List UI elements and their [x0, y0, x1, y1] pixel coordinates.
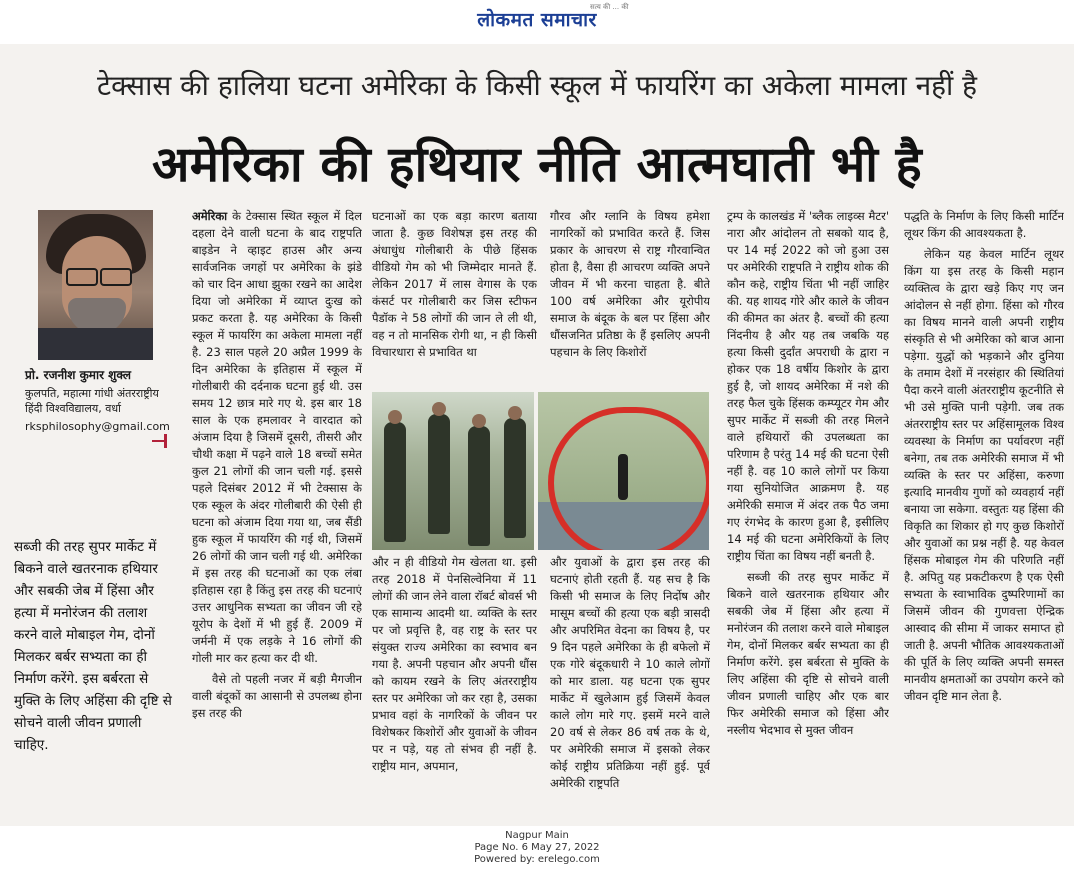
news-photo: [372, 392, 709, 550]
cctv-still-photo: [538, 392, 709, 550]
page-footer: [0, 830, 1074, 866]
column-5-paragraph-2: लेकिन यह केवल मार्टिन लूथर किंग या इस तरह के किसी महान व्यक्तित्व के द्वारा खड़े किए गए जन आंदोलन से नहीं होगा. हिंसा को गौरव का विषय मानने वाली अपनी राष्ट्रीय संस्कृति से भी अमेरिका को बाज आना पड़ेगा. युद्धों को भड़काने और दुनिया के तमाम देशों में नरसंहार की स्थितियां पैदा करने वाली अंतरराष्ट्रीय कूटनीति से भी उसे मुक्ति पानी पड़ेगी. जब तक अंतरराष्ट्रीय स्तर पर अहिंसामूलक विश्व व्यवस्था के निर्माण का पर्यावरण नहीं बनेगा, तब तक अमेरिकी समाज में भी व्यक्ति के स्तर पर अहिंसा, करुणा इत्यादि मानवीय गुणों को व्यवहार्य नहीं बनाया जा सकेगा. वस्तुतः यह हिंसा की विकृति का शिकार हो गए कुछ किशोरों और युवाओं का प्रश्न नहीं है. यह केवल हिंसक मोबाइल गेम की परिणति नहीं है. अपितु यह प्रकटीकरण है एक ऐसी सभ्यता के स्वाभाविक दुष्परिणामों का जिसमें जीवन की गुणवत्ता ऐन्द्रिक आस्वाद की सीमा में जाकर समाप्त हो जाती है. अपनी भौतिक आवश्यकताओं की पूर्ति के लिए व्यक्ति अपनी समस्त मानवीय क्षमताओं का उपयोग करने को जीवन दृष्टि मान लेता है.: [904, 247, 1064, 703]
newspaper-logo: लोकमत समाचार: [477, 9, 597, 31]
author-name: प्रो. रजनीश कुमार शुक्ल: [25, 368, 132, 382]
author-photo: [38, 210, 153, 360]
column-4-paragraph-2: सब्जी की तरह सुपर मार्केट में बिकने वाले खतरनाक हथियार और सबकी जेब में हिंसा और हत्या में मनोरंजन की तलाश करने वाले मोबाइल गेम, दोनों मिलकर बर्बर सभ्यता का ही निर्माण करेंगे. इस बर्बरता से मुक्ति के लिए अहिंसा की दृष्टि से सोचने वाली जीवन प्रणाली चाहिए और एक बार फिर अमेरिकी समाज को हिंसा और नस्लीय भेदभाव से मुक्त जीवन: [727, 570, 889, 737]
article-column-1: [192, 208, 362, 828]
author-email[interactable]: rksphilosophy@gmail.com: [25, 420, 170, 433]
article-column-3-bottom: और युवाओं के द्वारा इस तरह की घटनाएं होती रहती हैं. यह सच है कि किसी भी समाज के लिए निर्दोष और मासूम बच्चों की हत्या एक बड़ी त्रासदी और अपरिमित वेदना का विषय है, पर 9 दिन पहले अमेरिका के ही बफेलो में एक गोरे बंदूकधारी ने 10 काले लोगों को मार डाला. यह घटना एक सुपर मार्केट में खुलेआम हुई जिसमें केवल काले लोग मारे गए. इसमें मरने वाले 20 वर्ष से लेकर 86 वर्ष तक के थे, पर अमेरिकी समाज में इसको लेकर कोई राष्ट्रीय प्रतिक्रिया नहीं हुई. पूर्व अमेरिकी राष्ट्रपति: [550, 555, 710, 790]
masthead-tagline: सत्य की ... की: [590, 3, 629, 11]
article-kicker: टेक्सास की हालिया घटना अमेरिका के किसी स्कूल में फायरिंग का अकेला मामला नहीं है: [96, 69, 978, 102]
article-column-2-bottom: और न ही वीडियो गेम खेलता था. इसी तरह 2018 में पेनसिल्वेनिया में 11 लोगों की जान लेने वाला रॉबर्ट बोवर्स भी एक सामान्य आदमी था. व्यक्ति के स्तर पर जो प्रवृत्ति है, वह राष्ट्र के स्तर पर संयुक्त राज्य अमेरिका का स्वभाव बन गया है. अपनी पहचान और अपनी धौंस को कायम रखने के लिए अंतरराष्ट्रीय स्तर पर अमेरिका जो कर रहा है, उसका प्रभाव वहां के नागरिकों के जीवन पर विशेषकर किशोरों और युवाओं के जीवन पर न पड़े, यह तो संभव ही नहीं है. राष्ट्रीय मान, अपमान,: [372, 555, 537, 773]
author-designation: कुलपति, महात्मा गांधी अंतरराष्ट्रीय हिंदी विश्वविद्यालय, वर्धा: [25, 387, 159, 415]
masthead: [0, 0, 1074, 45]
column-lead-word: अमेरिका: [192, 209, 228, 223]
column-1-text: के टेक्सास स्थित स्कूल में दिल दहला देने वाली घटना के बाद राष्ट्रपति बाइडेन ने व्हाइट हाउस और अन्य सार्वजनिक जगहों पर अमेरिका के झंडे को चार दिन आधा झुका रखने का आदेश दिया जो अमेरिका में व्याप्त दुःख को प्रकट करता है. यह अमेरिका के किसी स्कूल में फायरिंग का अकेला मामला नहीं है. 23 साल पहले 20 अप्रैल 1999 के दिन अमेरिका के इतिहास में स्कूल में गोलीबारी की दर्दनाक घटना हुई थी. उस समय 12 छात्र मारे गए थे. इस बार 18 साल के एक हमलावर ने वारदात को अंजाम दिया है जिसमें दूसरी, तीसरी और चौथी कक्षा में पढ़ने वाले 18 बच्चों समेत कुल 21 लोगों की जान चली गई. इससे पहले दिसंबर 2012 में भी टेक्सास के एक स्कूल के अंदर गोलीबारी की ऐसी ही घटना को अंजाम दिया गया था, जब सैंडी हुक स्कूल में फायरिंग की गई थी, जिसमें 26 लोगों की जान चली गई थी. अमेरिका में इस तरह की घटनाओं का एक लंबा इतिहास रहा है किंतु इस तरह की घटनाएं उत्तर आधुनिक सभ्यता का जीवन जी रहे यूरोप के देशों में भी हुई हैं. 2009 में जर्मनी में एक लड़के ने 16 लोगों की गोली मार कर हत्या कर दी थी.: [192, 209, 362, 665]
footer-page-date: Page No. 6 May 27, 2022: [474, 842, 600, 853]
article-column-3-top: गौरव और ग्लानि के विषय हमेशा नागरिकों को प्रभावित करते हैं. जिस प्रकार के आचरण से राष्ट्र गौरवान्वित होता है, वैसा ही आचरण व्यक्ति अपने जीवन में भी करना चाहता है. बीते 100 वर्ष अमेरिका और यूरोपीय समाज के बंदूक के बल पर हिंसा और धौंसजनित प्रतिष्ठा के हैं इसलिए अपनी पहचान के लिए किशोरों: [550, 209, 710, 359]
author-block: [25, 366, 175, 433]
article-column-4: [727, 208, 889, 828]
article-column-2-top: घटनाओं का एक बड़ा कारण बताया जाता है. कुछ विशेषज्ञ इस तरह की अंधाधुंध गोलीबारी के पीछे हिंसक वीडियो गेम को भी जिम्मेदार मानते हैं. लेकिन 2017 में लास वेगास के एक कंसर्ट पर गोलीबारी कर जिस स्टीफन पैडॉक ने 58 लोगों की जान ले ली थी, वह न तो मानसिक रोगी था, न ही किसी विचारधारा से प्रभावित था: [372, 209, 537, 359]
pen-icon: [152, 434, 170, 448]
police-officers-photo: [372, 392, 534, 550]
column-5-text: पद्धति के निर्माण के लिए किसी मार्टिन लूथर किंग की आवश्यकता है.: [904, 209, 1064, 240]
footer-edition: Nagpur Main: [505, 830, 569, 841]
column-1-paragraph-2: वैसे तो पहली नजर में बड़ी मैगजीन वाली बंदूकों का आसानी से उपलब्ध होना इस तरह की: [192, 672, 362, 720]
article-column-5: [904, 208, 1064, 828]
article-headline: अमेरिका की हथियार नीति आत्मघाती भी है: [152, 136, 922, 193]
red-circle-highlight: [548, 407, 709, 550]
footer-powered-by[interactable]: Powered by: erelego.com: [474, 854, 600, 865]
column-4-text: ट्रम्प के कालखंड में 'ब्लैक लाइव्स मैटर' नारा और आंदोलन तो सबको याद है, पर 14 मई 2022 को जो हुआ उस पर अमेरिकी राष्ट्रपति ने राष्ट्रीय शोक की कौन कहे, राष्ट्रीय चिंता भी नहीं जाहिर की. यह शायद गोरे और काले के जीवन की कीमत का अंतर है. बच्चों की हत्या निंदनीय है और यह तब जबकि यह हत्या किसी दुर्दांत अपराधी के द्वारा न होकर एक 18 वर्षीय किशोर के द्वारा हुई है, जो शायद अमेरिका में नशे की तरह फैल चुके हिंसक कम्प्यूटर गेम और सुपर मार्केट में सब्जी की तरह मिलने वाले हथियारों की उपलब्धता का परिणाम है परंतु 14 मई की घटना ऐसी नहीं है. वह 10 काले लोगों पर किया गया सुनियोजित आक्रमण है. यह अमेरिकी समाज में अंदर तक पैठ जमा गए रंगभेद के कारण हुआ है, इसीलिए 14 मई की घटना अमेरिकियों के लिए राष्ट्रीय चिंता का विषय नहीं बनती है.: [727, 209, 889, 563]
newspaper-page: [0, 44, 1074, 826]
pull-quote: सब्जी की तरह सुपर मार्केट में बिकने वाले खतरनाक हथियार और सबकी जेब में हिंसा और हत्या में मनोरंजन की तलाश करने वाले मोबाइल गेम, दोनों मिलकर बर्बर सभ्यता का ही निर्माण करेंगे. इस बर्बरता से मुक्ति के लिए अहिंसा की दृष्टि से सोचने वाली जीवन प्रणाली चाहिए.: [14, 539, 172, 753]
